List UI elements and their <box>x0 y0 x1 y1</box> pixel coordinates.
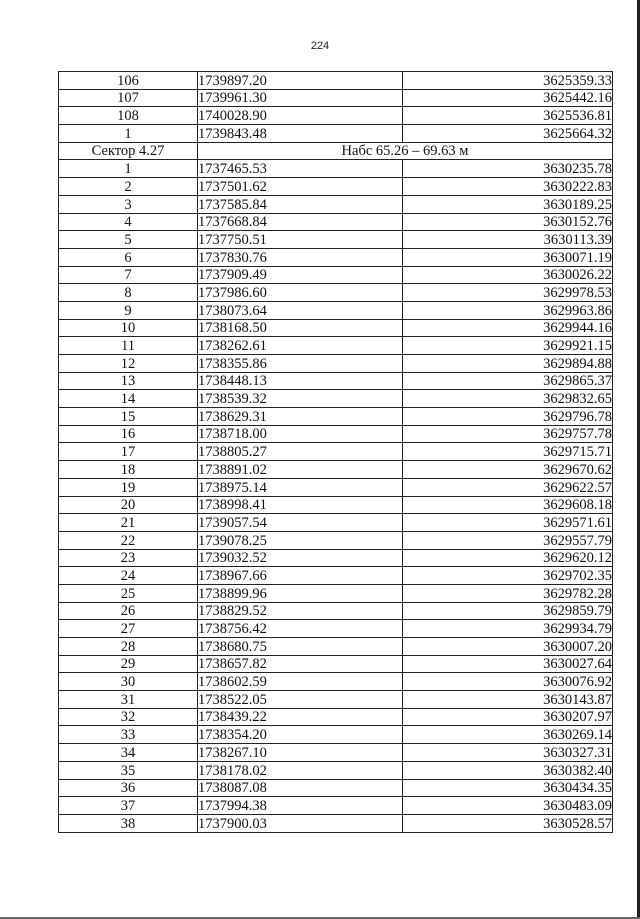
coordinate-y: 3629557.79 <box>403 531 613 549</box>
coordinate-y: 3629670.62 <box>403 461 613 479</box>
coordinate-x: 1739961.30 <box>198 89 403 107</box>
coordinate-x: 1738891.02 <box>198 461 403 479</box>
coordinate-x: 1738354.20 <box>198 726 403 744</box>
coordinate-x: 1739897.20 <box>198 72 403 90</box>
point-number: 38 <box>59 814 198 832</box>
point-number: 25 <box>59 584 198 602</box>
point-number: 11 <box>59 337 198 355</box>
table-row <box>59 319 613 337</box>
coordinate-y: 3630189.25 <box>403 195 613 213</box>
point-number: 24 <box>59 567 198 585</box>
coordinate-x: 1737585.84 <box>198 195 403 213</box>
coordinate-x: 1738805.27 <box>198 443 403 461</box>
table-row <box>59 408 613 426</box>
coordinate-y: 3630528.57 <box>403 814 613 832</box>
table-row <box>59 248 613 266</box>
coordinate-x: 1738178.02 <box>198 761 403 779</box>
coordinate-y: 3630113.39 <box>403 231 613 249</box>
point-number: 29 <box>59 655 198 673</box>
coordinate-x: 1738073.64 <box>198 301 403 319</box>
coordinate-y: 3630207.97 <box>403 708 613 726</box>
coordinate-x: 1737909.49 <box>198 266 403 284</box>
sector-name: Сектор 4.27 <box>59 142 198 160</box>
table-row <box>59 231 613 249</box>
table-row <box>59 178 613 196</box>
coordinate-y: 3629921.15 <box>403 337 613 355</box>
coordinate-x: 1738087.08 <box>198 779 403 797</box>
point-number: 107 <box>59 89 198 107</box>
point-number: 32 <box>59 708 198 726</box>
coordinate-x: 1738262.61 <box>198 337 403 355</box>
coordinate-x: 1738629.31 <box>198 408 403 426</box>
table-row <box>59 691 613 709</box>
coordinate-y: 3630327.31 <box>403 744 613 762</box>
coordinate-x: 1738975.14 <box>198 478 403 496</box>
table-row <box>59 284 613 302</box>
point-number: 31 <box>59 691 198 709</box>
coordinate-x: 1738267.10 <box>198 744 403 762</box>
coordinate-y: 3630152.76 <box>403 213 613 231</box>
point-number: 33 <box>59 726 198 744</box>
table-row <box>59 390 613 408</box>
table-row <box>59 584 613 602</box>
coordinate-y: 3630007.20 <box>403 638 613 656</box>
coordinate-y: 3630382.40 <box>403 761 613 779</box>
coordinate-x: 1738602.59 <box>198 673 403 691</box>
coordinate-y: 3629622.57 <box>403 478 613 496</box>
coordinate-x: 1738439.22 <box>198 708 403 726</box>
table-row <box>59 107 613 125</box>
coordinate-x: 1739057.54 <box>198 514 403 532</box>
point-number: 106 <box>59 72 198 90</box>
table-row <box>59 496 613 514</box>
coordinate-y: 3625664.32 <box>403 125 613 143</box>
point-number: 3 <box>59 195 198 213</box>
point-number: 20 <box>59 496 198 514</box>
point-number: 21 <box>59 514 198 532</box>
table-row <box>59 337 613 355</box>
coordinate-y: 3630269.14 <box>403 726 613 744</box>
table-row <box>59 89 613 107</box>
point-number: 13 <box>59 372 198 390</box>
coordinate-x: 1739078.25 <box>198 531 403 549</box>
coordinate-y: 3629978.53 <box>403 284 613 302</box>
table-row <box>59 443 613 461</box>
table-row <box>59 425 613 443</box>
coordinate-x: 1737465.53 <box>198 160 403 178</box>
point-number: 26 <box>59 602 198 620</box>
point-number: 30 <box>59 673 198 691</box>
coordinate-y: 3630026.22 <box>403 266 613 284</box>
table-row <box>59 478 613 496</box>
table-row <box>59 195 613 213</box>
coordinate-x: 1739032.52 <box>198 549 403 567</box>
point-number: 23 <box>59 549 198 567</box>
coordinate-x: 1737900.03 <box>198 814 403 832</box>
coordinate-x: 1739843.48 <box>198 125 403 143</box>
coordinate-y: 3630071.19 <box>403 248 613 266</box>
point-number: 2 <box>59 178 198 196</box>
coordinate-x: 1738718.00 <box>198 425 403 443</box>
point-number: 6 <box>59 248 198 266</box>
table-row <box>59 461 613 479</box>
coordinate-y: 3629894.88 <box>403 355 613 373</box>
table-row <box>59 761 613 779</box>
sector-header-body <box>59 142 613 160</box>
coordinate-x: 1737668.84 <box>198 213 403 231</box>
point-number: 17 <box>59 443 198 461</box>
point-number: 22 <box>59 531 198 549</box>
point-number: 16 <box>59 425 198 443</box>
point-number: 18 <box>59 461 198 479</box>
coordinate-x: 1737830.76 <box>198 248 403 266</box>
coordinate-y: 3629859.79 <box>403 602 613 620</box>
table-row <box>59 160 613 178</box>
coordinate-y: 3630222.83 <box>403 178 613 196</box>
coordinate-y: 3625536.81 <box>403 107 613 125</box>
table-row <box>59 531 613 549</box>
page-number: 224 <box>310 40 330 52</box>
point-number: 8 <box>59 284 198 302</box>
coordinate-y: 3629934.79 <box>403 620 613 638</box>
point-number: 15 <box>59 408 198 426</box>
coordinate-x: 1738998.41 <box>198 496 403 514</box>
coordinate-y: 3629796.78 <box>403 408 613 426</box>
coordinate-y: 3630076.92 <box>403 673 613 691</box>
table-body-sector <box>59 160 613 832</box>
table-row <box>59 620 613 638</box>
table-row <box>59 744 613 762</box>
table-row <box>59 673 613 691</box>
table-body-previous-sector <box>59 72 613 143</box>
coordinate-y: 3629963.86 <box>403 301 613 319</box>
point-number: 35 <box>59 761 198 779</box>
table-row <box>59 655 613 673</box>
coordinate-y: 3629608.18 <box>403 496 613 514</box>
coordinate-x: 1740028.90 <box>198 107 403 125</box>
point-number: 34 <box>59 744 198 762</box>
coordinate-x: 1738829.52 <box>198 602 403 620</box>
point-number: 7 <box>59 266 198 284</box>
coordinate-y: 3629571.61 <box>403 514 613 532</box>
coordinate-y: 3629865.37 <box>403 372 613 390</box>
table-row <box>59 372 613 390</box>
table-row <box>59 638 613 656</box>
table-row <box>59 549 613 567</box>
point-number: 14 <box>59 390 198 408</box>
table-row <box>59 213 613 231</box>
coordinate-x: 1737986.60 <box>198 284 403 302</box>
coordinate-y: 3629702.35 <box>403 567 613 585</box>
point-number: 37 <box>59 797 198 815</box>
coordinate-x: 1737750.51 <box>198 231 403 249</box>
table-row <box>59 567 613 585</box>
point-number: 1 <box>59 125 198 143</box>
point-number: 10 <box>59 319 198 337</box>
table-row <box>59 602 613 620</box>
point-number: 4 <box>59 213 198 231</box>
coordinate-x: 1738522.05 <box>198 691 403 709</box>
coordinate-x: 1738680.75 <box>198 638 403 656</box>
coordinate-y: 3630027.64 <box>403 655 613 673</box>
coordinate-y: 3629782.28 <box>403 584 613 602</box>
table-row <box>59 779 613 797</box>
point-number: 27 <box>59 620 198 638</box>
table-row <box>59 814 613 832</box>
coordinate-x: 1738657.82 <box>198 655 403 673</box>
coordinate-x: 1738967.66 <box>198 567 403 585</box>
sector-header-row <box>59 142 613 160</box>
coordinate-x: 1738448.13 <box>198 372 403 390</box>
coordinates-table <box>58 71 613 833</box>
coordinate-y: 3629715.71 <box>403 443 613 461</box>
coordinate-x: 1738756.42 <box>198 620 403 638</box>
coordinate-y: 3630434.35 <box>403 779 613 797</box>
coordinate-x: 1738899.96 <box>198 584 403 602</box>
coordinate-x: 1737501.62 <box>198 178 403 196</box>
coordinate-y: 3629757.78 <box>403 425 613 443</box>
point-number: 36 <box>59 779 198 797</box>
coordinate-x: 1738168.50 <box>198 319 403 337</box>
table-row <box>59 726 613 744</box>
coordinate-y: 3630235.78 <box>403 160 613 178</box>
coordinate-x: 1737994.38 <box>198 797 403 815</box>
point-number: 9 <box>59 301 198 319</box>
table-row <box>59 72 613 90</box>
table-row <box>59 514 613 532</box>
coordinate-x: 1738355.86 <box>198 355 403 373</box>
point-number: 1 <box>59 160 198 178</box>
table-row <box>59 355 613 373</box>
coordinate-y: 3629944.16 <box>403 319 613 337</box>
table-row <box>59 301 613 319</box>
coordinate-y: 3630143.87 <box>403 691 613 709</box>
coordinate-y: 3629620.12 <box>403 549 613 567</box>
coordinate-y: 3629832.65 <box>403 390 613 408</box>
point-number: 108 <box>59 107 198 125</box>
point-number: 19 <box>59 478 198 496</box>
coordinate-y: 3625442.16 <box>403 89 613 107</box>
point-number: 5 <box>59 231 198 249</box>
table-row <box>59 266 613 284</box>
coordinate-y: 3625359.33 <box>403 72 613 90</box>
table-row <box>59 708 613 726</box>
coordinate-y: 3630483.09 <box>403 797 613 815</box>
point-number: 12 <box>59 355 198 373</box>
table-row <box>59 797 613 815</box>
sector-height-range: Набс 65.26 – 69.63 м <box>198 142 613 160</box>
table-row <box>59 125 613 143</box>
coordinate-x: 1738539.32 <box>198 390 403 408</box>
point-number: 28 <box>59 638 198 656</box>
